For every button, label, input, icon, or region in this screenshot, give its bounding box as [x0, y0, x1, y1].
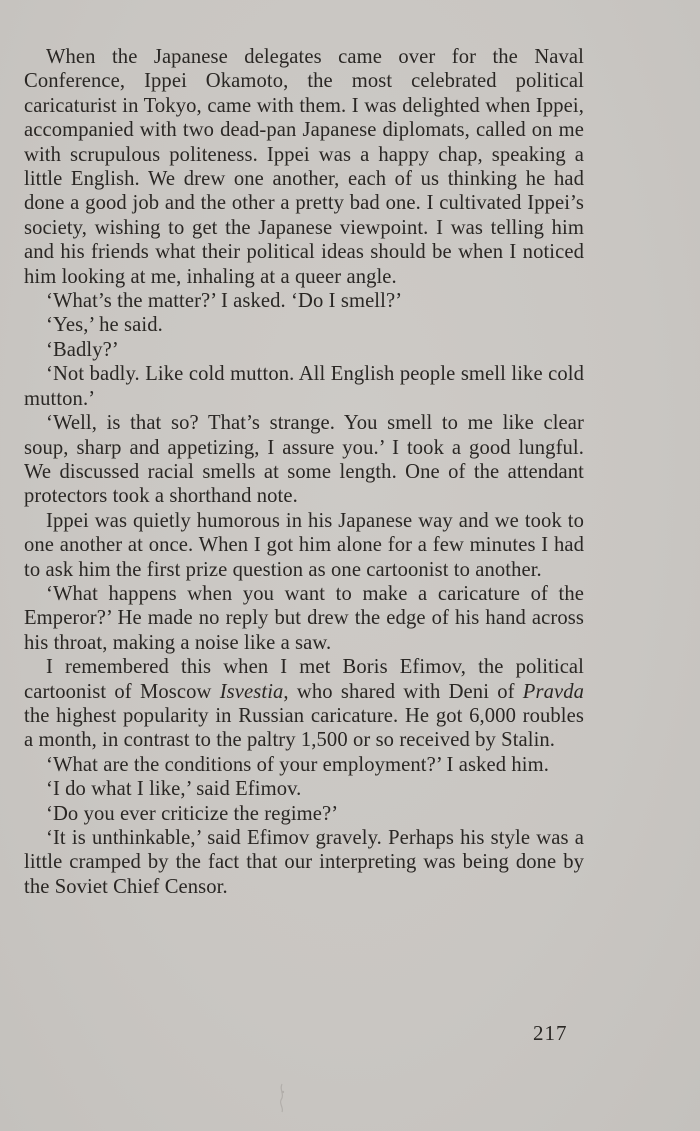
- newspaper-name-pravda: Pravda: [522, 680, 585, 703]
- paragraph: ‘Do you ever criticize the regime?’: [46, 802, 339, 825]
- text-run: , who shared with Deni of: [283, 680, 523, 703]
- paragraph: ‘What’s the matter?’ I asked. ‘Do I smell?’: [46, 290, 403, 313]
- newspaper-name-izvestia: Isvestia: [219, 680, 284, 703]
- paragraph: ‘I do what I like,’ said Efimov.: [46, 778, 302, 801]
- page-number: 217: [533, 1021, 568, 1045]
- paper-mark: [276, 1082, 288, 1114]
- body-text: [24, 45, 584, 899]
- paragraph: Ippei was quietly humorous in his Japanese way and we took to one another at once. When I got him alone for a few minutes I had to ask him the first prize question as one cartoonist to another.: [24, 509, 584, 581]
- paragraph: ‘Badly?’: [46, 338, 119, 361]
- text-run: I remembered this when I met Boris Efimov, the political cartoonist of Moscow: [24, 656, 584, 703]
- paragraph: ‘Not badly. Like cold mutton. All English people smell like cold mutton.’: [24, 363, 584, 410]
- paragraph: ‘Well, is that so? That’s strange. You smell to me like clear soup, sharp and appetizing, I assure you.’ I took a good lungful. We discussed racial smells at some length. One of the attendant protectors took a shorthand note.: [24, 412, 584, 508]
- text-run: the highest popularity in Russian caricature. He got 6,000 roubles a month, in contrast to the paltry 1,500 or so received by Stalin.: [24, 704, 584, 752]
- paragraph: [24, 655, 584, 753]
- paragraph: ‘It is unthinkable,’ said Efimov gravely. Perhaps his style was a little cramped by the fact that our interpreting was being done by the Soviet Chief Censor.: [24, 827, 584, 898]
- paragraph: ‘What happens when you want to make a caricature of the Emperor?’ He made no reply but drew the edge of his hand across his throat, making a noise like a saw.: [24, 582, 584, 654]
- paragraph: When the Japanese delegates came over for the Naval Conference, Ippei Okamoto, the most celebrated political caricaturist in Tokyo, came with them. I was delighted when Ippei, accompanied with two dead-pan Japanese diplomats, called on me with scrupulous politeness. Ippei was a happy chap, speaking a little English. We drew one another, each of us thinking he had done a good job and the other a pretty bad one. I cultivated Ippei’s society, wishing to get the Japanese viewpoint. I was telling him and his friends what their political ideas should be when I noticed him looking at me, inhaling at a queer angle.: [24, 46, 584, 288]
- paragraph: ‘What are the conditions of your employment?’ I asked him.: [46, 753, 549, 776]
- paragraph: ‘Yes,’ he said.: [46, 314, 163, 337]
